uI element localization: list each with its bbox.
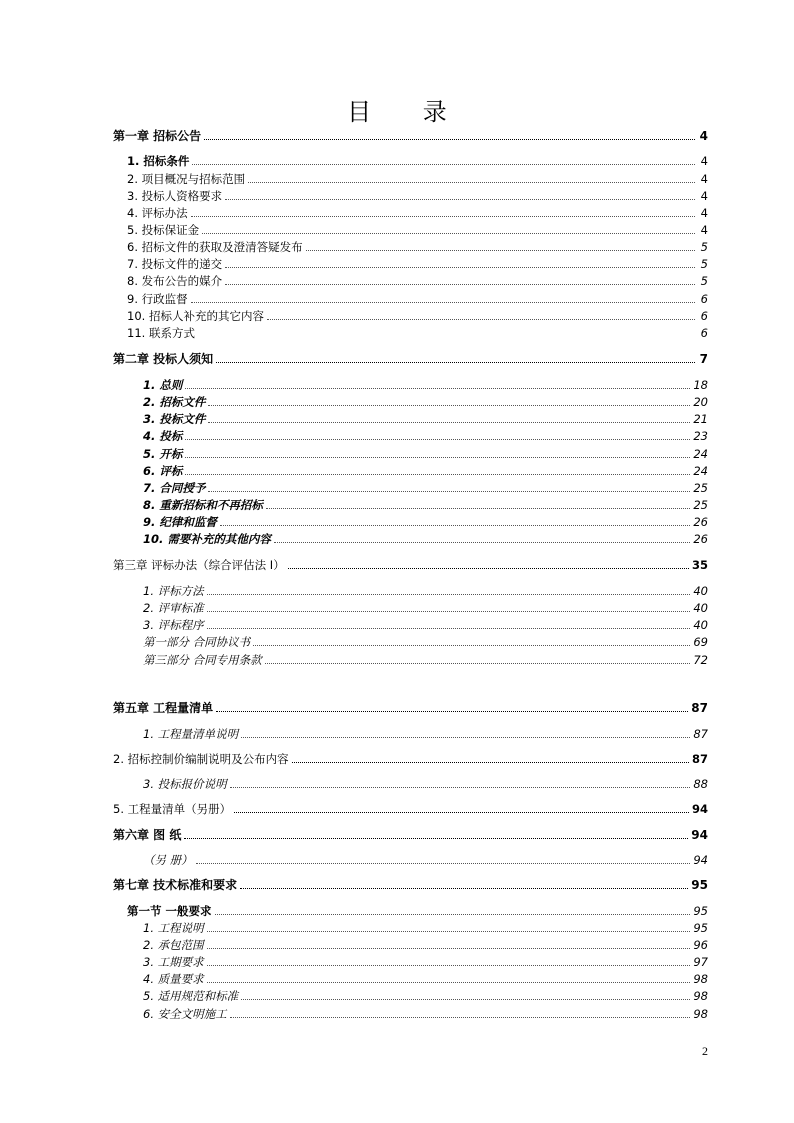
toc-leader <box>225 198 695 200</box>
toc-entry[interactable] <box>127 308 708 323</box>
toc-entry-label: 7. 合同授予 <box>143 481 206 495</box>
toc-leader <box>207 627 691 629</box>
toc-entry-page: 6 <box>700 309 708 323</box>
toc-entry[interactable] <box>113 801 708 816</box>
toc-entry-page: 95 <box>691 878 708 892</box>
toc-leader <box>216 710 688 712</box>
page-number: 2 <box>702 1044 708 1058</box>
toc-entry-label: 8. 重新招标和不再招标 <box>143 498 263 512</box>
toc-entry-page: 87 <box>691 701 708 715</box>
toc-entry-page: 25 <box>693 498 708 512</box>
toc-entry-page: 5 <box>700 240 708 254</box>
toc-leader <box>288 567 689 569</box>
toc-entry[interactable] <box>143 617 708 632</box>
toc-entry-label: 5. 工程量清单（另册） <box>113 802 232 816</box>
toc-entry-label: 1. 评标方法 <box>143 584 204 598</box>
toc-leader <box>204 138 695 140</box>
toc-leader <box>207 947 691 949</box>
toc-entry-page: 24 <box>693 447 708 461</box>
toc-leader <box>191 301 695 303</box>
toc-entry[interactable] <box>143 600 708 615</box>
toc-entry[interactable] <box>143 971 708 986</box>
toc-leader <box>208 421 690 423</box>
toc-entry-page: 4 <box>699 129 708 143</box>
toc-entry-page: 69 <box>693 635 708 649</box>
toc-entry-label: 6. 评标 <box>143 464 183 478</box>
toc-entry-label: 1. 工程说明 <box>143 921 204 935</box>
toc-entry-label: 第三部分 合同专用条款 <box>143 653 262 667</box>
toc-entry-page: 94 <box>691 802 708 816</box>
toc-entry-page: 98 <box>693 972 708 986</box>
toc-entry-label: 5. 适用规范和标准 <box>143 989 239 1003</box>
toc-entry-label: 5. 开标 <box>143 447 183 461</box>
toc-leader <box>225 283 695 285</box>
toc-entry-label: 11. 联系方式 <box>127 326 195 340</box>
toc-entry[interactable] <box>143 394 708 409</box>
toc-entry-label: 6. 招标文件的获取及澄清答疑发布 <box>127 240 303 254</box>
toc-entry-label: 2. 承包范围 <box>143 938 204 952</box>
toc-entry-page: 26 <box>693 532 708 546</box>
toc-entry[interactable] <box>127 205 708 220</box>
toc-entry-label: 3. 投标报价说明 <box>143 777 227 791</box>
toc-entry-page: 87 <box>693 727 708 741</box>
toc-entry[interactable] <box>127 325 708 340</box>
toc-entry-page: 23 <box>693 429 708 443</box>
toc-leader <box>208 490 690 492</box>
toc-entry-page: 26 <box>693 515 708 529</box>
toc-entry-page: 98 <box>693 989 708 1003</box>
toc-leader <box>230 786 691 788</box>
toc-entry[interactable] <box>143 497 708 512</box>
toc-entry-page: 25 <box>693 481 708 495</box>
toc-entry-label: 4. 质量要求 <box>143 972 204 986</box>
toc-entry-page: 94 <box>693 853 708 867</box>
toc-leader <box>234 811 689 813</box>
toc-entry-page: 20 <box>693 395 708 409</box>
toc-entry-chapter-2[interactable] <box>113 351 708 366</box>
toc-entry-page: 18 <box>693 378 708 392</box>
toc-entry-chapter-3[interactable] <box>113 557 708 572</box>
toc-leader <box>267 318 695 320</box>
toc-entry[interactable] <box>127 256 708 271</box>
toc-entry[interactable] <box>127 153 708 168</box>
toc-leader <box>185 387 690 389</box>
toc-entry[interactable] <box>143 463 708 478</box>
toc-entry-page: 4 <box>700 154 708 168</box>
toc-entry-label: 4. 投标 <box>143 429 183 443</box>
toc-entry-page: 4 <box>700 206 708 220</box>
toc-entry[interactable] <box>127 222 708 237</box>
toc-leader <box>241 736 690 738</box>
toc-entry-label: 第二章 投标人须知 <box>113 352 214 366</box>
toc-entry-label: 6. 安全文明施工 <box>143 1007 227 1021</box>
toc-entry[interactable] <box>143 531 708 546</box>
toc-entry-page: 5 <box>700 274 708 288</box>
toc-entry[interactable] <box>143 446 708 461</box>
toc-entry-chapter-1[interactable] <box>113 128 708 143</box>
toc-entry[interactable] <box>143 920 708 935</box>
toc-entry-label: 第七章 技术标准和要求 <box>113 878 238 892</box>
toc-entry-page: 6 <box>700 292 708 306</box>
toc-entry-label: 2. 评审标准 <box>143 601 204 615</box>
toc-entry[interactable] <box>127 903 708 918</box>
page-title: 目 录 <box>347 98 469 126</box>
toc-entry-page: 96 <box>693 938 708 952</box>
toc-entry[interactable] <box>127 239 708 254</box>
toc-entry-label: 3. 工期要求 <box>143 955 204 969</box>
toc-leader <box>266 507 690 509</box>
toc-entry-page: 94 <box>691 828 708 842</box>
toc-entry-label: 2. 招标文件 <box>143 395 206 409</box>
toc-entry-label: 第六章 图 纸 <box>113 828 182 842</box>
toc-entry[interactable] <box>143 583 708 598</box>
toc-entry-page: 24 <box>693 464 708 478</box>
toc-entry[interactable] <box>127 291 708 306</box>
toc-leader <box>207 610 691 612</box>
toc-entry[interactable] <box>143 954 708 969</box>
toc-entry-label: 7. 投标文件的递交 <box>127 257 223 271</box>
toc-entry-label: 2. 项目概况与招标范围 <box>127 172 246 186</box>
toc-leader <box>207 981 691 983</box>
toc-leader <box>248 181 695 183</box>
toc-leader <box>240 887 688 889</box>
toc-entry-label: 第五章 工程量清单 <box>113 701 214 715</box>
toc-entry-chapter-7[interactable] <box>113 877 708 892</box>
toc-leader <box>198 336 695 337</box>
toc-entry-page: 40 <box>693 601 708 615</box>
toc-entry-page: 4 <box>700 223 708 237</box>
toc-entry[interactable] <box>143 1006 708 1021</box>
toc-leader <box>253 644 690 646</box>
toc-entry-page: 95 <box>693 904 708 918</box>
toc-leader <box>225 266 695 268</box>
toc-entry-chapter-5[interactable] <box>113 700 708 715</box>
toc-entry-page: 4 <box>700 189 708 203</box>
toc-entry-page: 87 <box>691 752 708 766</box>
toc-entry-page: 4 <box>700 172 708 186</box>
toc-entry[interactable] <box>127 171 708 186</box>
toc-entry-label: 1. 总则 <box>143 378 183 392</box>
toc-entry-label: 1. 招标条件 <box>127 154 190 168</box>
toc-entry-page: 88 <box>693 777 708 791</box>
toc-leader <box>216 361 695 363</box>
toc-entry[interactable] <box>143 377 708 392</box>
toc-entry-page: 21 <box>693 412 708 426</box>
toc-entry[interactable] <box>143 411 708 426</box>
toc-leader <box>207 593 691 595</box>
toc-leader <box>207 930 691 932</box>
toc-entry-label: 1. 工程量清单说明 <box>143 727 239 741</box>
toc-leader <box>185 473 690 475</box>
toc-leader <box>220 524 690 526</box>
toc-entry-page: 95 <box>693 921 708 935</box>
toc-entry-label: 5. 投标保证金 <box>127 223 200 237</box>
toc-leader <box>274 541 690 543</box>
toc-entry-page: 40 <box>693 618 708 632</box>
toc-leader <box>215 913 691 915</box>
toc-entry-label: 9. 纪律和监督 <box>143 515 217 529</box>
toc-leader <box>202 232 695 234</box>
toc-entry[interactable] <box>143 988 708 1003</box>
toc-entry-page: 7 <box>699 352 708 366</box>
toc-leader <box>230 1016 691 1018</box>
toc-entry-page: 72 <box>693 653 708 667</box>
toc-entry-label: 3. 投标人资格要求 <box>127 189 223 203</box>
toc-leader <box>292 761 689 763</box>
toc-entry[interactable] <box>143 937 708 952</box>
toc-leader <box>208 404 690 406</box>
toc-leader <box>185 456 690 458</box>
toc-entry[interactable] <box>127 273 708 288</box>
toc-entry[interactable] <box>143 776 708 791</box>
toc-leader <box>184 837 688 839</box>
toc-leader <box>185 438 690 440</box>
toc-entry-page: 35 <box>691 558 708 572</box>
toc-entry-label: 10. 需要补充的其他内容 <box>143 532 271 546</box>
toc-leader <box>196 862 691 864</box>
toc-entry-label: 4. 评标办法 <box>127 206 188 220</box>
toc-entry-label: 3. 评标程序 <box>143 618 204 632</box>
toc-leader <box>306 249 695 251</box>
toc-entry-page: 97 <box>693 955 708 969</box>
toc-entry-label: 2. 招标控制价编制说明及公布内容 <box>113 752 289 766</box>
toc-entry-label: 第一节 一般要求 <box>127 904 212 918</box>
toc-entry-label: 3. 投标文件 <box>143 412 206 426</box>
toc-entry[interactable] <box>143 652 708 667</box>
toc-entry[interactable] <box>143 852 708 867</box>
toc-entry[interactable] <box>143 480 708 495</box>
toc-entry-label: 第一章 招标公告 <box>113 129 202 143</box>
toc-entry[interactable] <box>143 514 708 529</box>
toc-leader <box>241 998 690 1000</box>
toc-entry-label: 第一部分 合同协议书 <box>143 635 251 649</box>
toc-entry-chapter-6[interactable] <box>113 827 708 842</box>
toc-entry-label: 第三章 评标办法（综合评估法 I） <box>113 558 285 572</box>
toc-entry-label: 9. 行政监督 <box>127 292 188 306</box>
toc-entry-label: 10. 招标人补充的其它内容 <box>127 309 264 323</box>
toc-entry[interactable] <box>143 726 708 741</box>
toc-entry[interactable] <box>127 188 708 203</box>
toc-leader <box>192 163 695 165</box>
toc-entry-page: 6 <box>700 326 708 340</box>
toc-entry-label: （另 册） <box>143 853 193 867</box>
toc-entry[interactable] <box>143 428 708 443</box>
toc-entry-page: 98 <box>693 1007 708 1021</box>
toc-entry-page: 5 <box>700 257 708 271</box>
toc-leader <box>207 964 691 966</box>
toc-leader <box>265 662 691 664</box>
toc-entry-label: 8. 发布公告的媒介 <box>127 274 223 288</box>
toc-entry-page: 40 <box>693 584 708 598</box>
toc-entry[interactable] <box>113 751 708 766</box>
toc-entry[interactable] <box>143 634 708 649</box>
toc-leader <box>191 215 695 217</box>
